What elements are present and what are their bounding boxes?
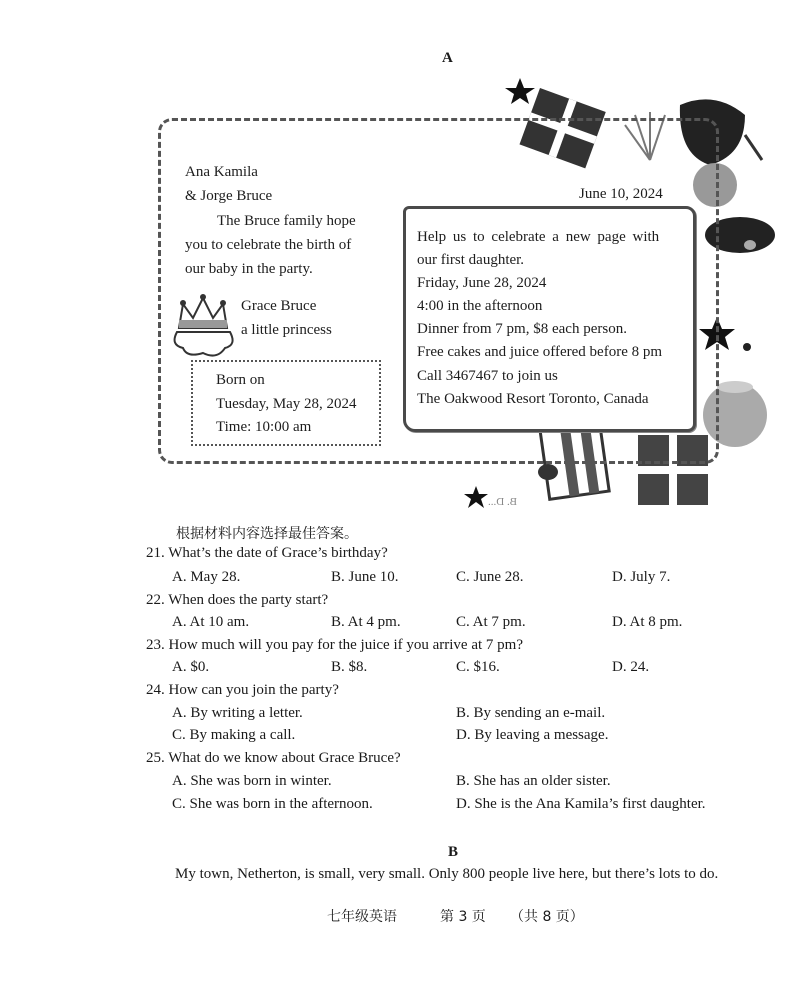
option-25-c[interactable]: C. She was born in the afternoon. — [172, 796, 373, 812]
invitation-names-line1: Ana Kamila — [185, 164, 258, 180]
party-detail-line: Help us to celebrate a new page with — [417, 229, 660, 245]
section-b-heading: B — [448, 844, 459, 860]
option-21-a[interactable]: A. May 28. — [172, 569, 241, 585]
option-21-b[interactable]: B. June 10. — [331, 569, 399, 585]
instructions: 根据材料内容选择最佳答案。 — [176, 526, 358, 542]
option-25-b[interactable]: B. She has an older sister. — [456, 773, 611, 789]
option-23-d[interactable]: D. 24. — [612, 659, 650, 675]
option-23-b[interactable]: B. $8. — [331, 659, 368, 675]
star-icon — [464, 486, 488, 508]
invitation-hope-line: The Bruce family hope — [217, 213, 356, 229]
option-22-b[interactable]: B. At 4 pm. — [331, 614, 401, 630]
born-label: Born on — [216, 372, 265, 388]
option-24-c[interactable]: C. By making a call. — [172, 727, 296, 743]
option-22-c[interactable]: C. At 7 pm. — [456, 614, 526, 630]
option-22-a[interactable]: A. At 10 am. — [172, 614, 250, 630]
party-detail-line: The Oakwood Resort Toronto, Canada — [417, 391, 649, 407]
crown-icon — [165, 290, 240, 360]
invitation-date: June 10, 2024 — [579, 186, 663, 202]
cloud-icon — [175, 332, 233, 356]
party-detail-line: Free cakes and juice offered before 8 pm — [417, 344, 663, 360]
party-detail-line: our first daughter. — [417, 252, 525, 268]
baby-name: Grace Bruce — [241, 298, 317, 314]
option-23-c[interactable]: C. $16. — [456, 659, 500, 675]
section-a-heading: A — [442, 50, 453, 66]
footer-subject: 七年级英语 — [327, 909, 397, 925]
question-21: 21. What’s the date of Grace’s birthday? — [146, 545, 388, 561]
footer-page-number: 第 3 页 — [440, 909, 486, 925]
option-21-c[interactable]: C. June 28. — [456, 569, 524, 585]
question-25: 25. What do we know about Grace Bruce? — [146, 750, 401, 766]
born-time: Time: 10:00 am — [216, 419, 312, 435]
party-detail-line: Friday, June 28, 2024 — [417, 275, 547, 291]
option-23-a[interactable]: A. $0. — [172, 659, 210, 675]
faint-stamp-text: B. D... — [488, 496, 518, 508]
invitation-hope-line: our baby in the party. — [185, 261, 313, 277]
section-b-first-line: My town, Netherton, is small, very small. Only 800 people live here, but there’s lots to do. — [175, 866, 719, 882]
footer-total-pages: （共 8 页） — [510, 909, 584, 925]
party-detail-line: Call 3467467 to join us — [417, 368, 558, 384]
baby-description: a little princess — [241, 322, 332, 338]
question-23: 23. How much will you pay for the juice if you arrive at 7 pm? — [146, 637, 523, 653]
invitation-names-line2: & Jorge Bruce — [185, 188, 273, 204]
question-22: 22. When does the party start? — [146, 592, 329, 608]
invitation-hope-line: you to celebrate the birth of — [185, 237, 352, 253]
option-25-a[interactable]: A. She was born in winter. — [172, 773, 332, 789]
option-24-b[interactable]: B. By sending an e-mail. — [456, 705, 606, 721]
party-detail-line: Dinner from 7 pm, $8 each person. — [417, 321, 627, 337]
party-detail-line: 4:00 in the afternoon — [417, 298, 543, 314]
option-21-d[interactable]: D. July 7. — [612, 569, 671, 585]
option-25-d[interactable]: D. She is the Ana Kamila’s first daughter. — [456, 796, 706, 812]
born-date: Tuesday, May 28, 2024 — [216, 396, 357, 412]
star-icon — [505, 78, 535, 104]
option-24-a[interactable]: A. By writing a letter. — [172, 705, 303, 721]
question-24: 24. How can you join the party? — [146, 682, 339, 698]
option-24-d[interactable]: D. By leaving a message. — [456, 727, 609, 743]
option-22-d[interactable]: D. At 8 pm. — [612, 614, 683, 630]
